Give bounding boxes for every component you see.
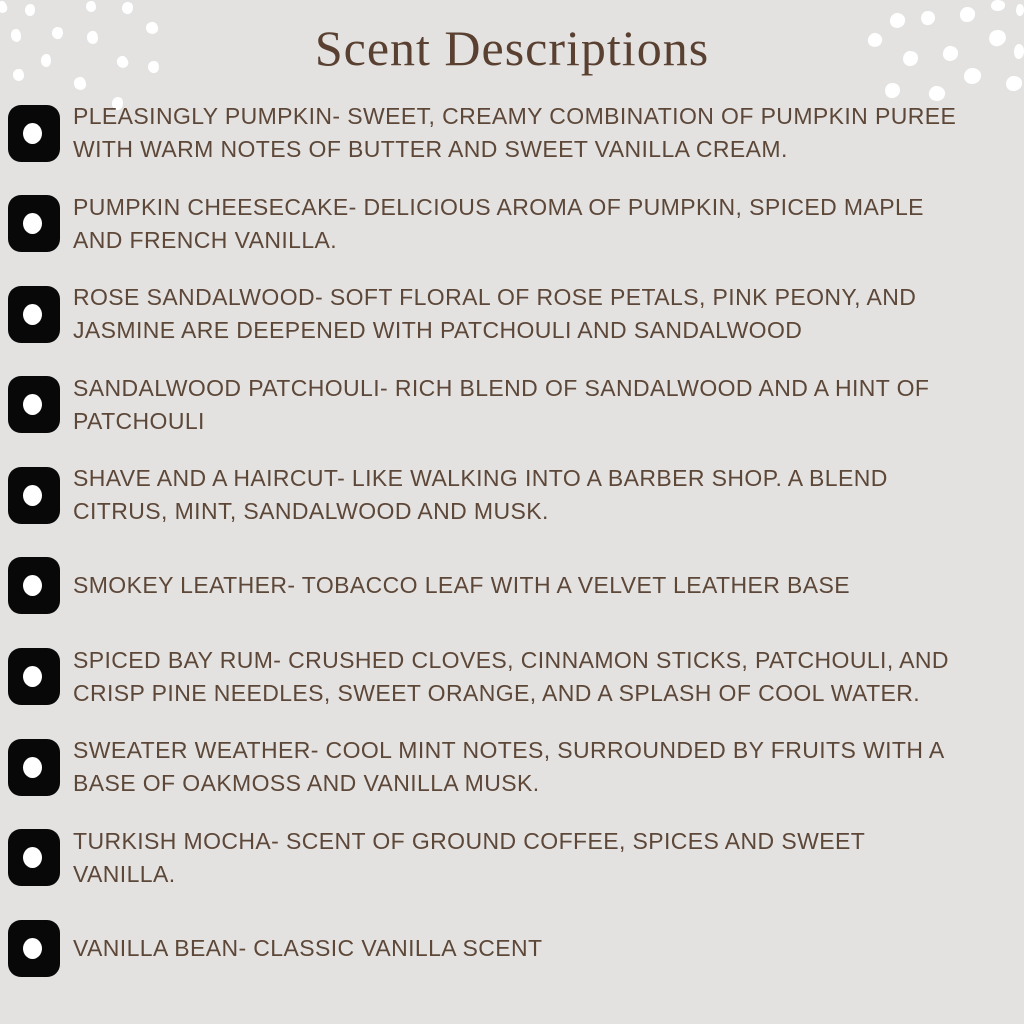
scent-description [73,462,888,528]
scent-item [0,100,1024,166]
scent-item [0,281,1024,347]
paint-dot-decoration [991,0,1005,11]
scent-line: VANILLA BEAN- CLASSIC VANILLA SCENT [73,934,543,961]
square-dot-bullet-icon [8,557,60,614]
paint-dot-decoration [1016,4,1024,16]
scent-line: SANDALWOOD PATCHOULI- RICH BLEND OF SANDALWOOD AND A HINT OF [73,374,930,401]
bullet-dot [23,485,42,506]
scent-line: CRISP PINE NEEDLES, SWEET ORANGE, AND A SPLASH OF COOL WATER. [73,679,921,706]
square-dot-bullet-icon [8,829,60,886]
scent-line: AND FRENCH VANILLA. [73,226,338,253]
scent-description [73,372,929,438]
paint-dot-decoration [1006,76,1022,91]
scent-description [73,281,916,347]
scent-item [0,553,1024,619]
scent-line: TURKISH MOCHA- SCENT OF GROUND COFFEE, SPICES AND SWEET [73,827,866,854]
bullet-dot [23,938,42,959]
square-dot-bullet-icon [8,739,60,796]
scent-line: CITRUS, MINT, SANDALWOOD AND MUSK. [73,498,549,525]
scent-line: PATCHOULI [73,407,205,434]
square-dot-bullet-icon [8,648,60,705]
square-dot-bullet-icon [8,286,60,343]
scent-description [73,825,865,891]
paint-dot-decoration [24,3,36,17]
scent-description [73,191,924,257]
scent-item [0,734,1024,800]
scent-line: SMOKEY LEATHER- TOBACCO LEAF WITH A VELVET LEATHER BASE [73,572,850,599]
paint-dot-decoration [884,82,901,99]
scent-item [0,191,1024,257]
bullet-dot [23,394,42,415]
bullet-dot [23,847,42,868]
scent-description [73,100,956,166]
square-dot-bullet-icon [8,467,60,524]
scent-description [73,932,543,965]
scent-description [73,734,945,800]
scent-line: WITH WARM NOTES OF BUTTER AND SWEET VANILLA CREAM. [73,136,788,162]
square-dot-bullet-icon [8,105,60,162]
scent-item [0,644,1024,710]
scent-item [0,462,1024,528]
scent-list [0,100,1024,1006]
scent-line: JASMINE ARE DEEPENED WITH PATCHOULI AND SANDALWOOD [73,317,803,344]
square-dot-bullet-icon [8,920,60,977]
scent-item [0,372,1024,438]
bullet-dot [23,575,42,596]
paint-dot-decoration [0,0,8,14]
scent-description [73,644,949,710]
scent-line: SWEATER WEATHER- COOL MINT NOTES, SURROUNDED BY FRUITS WITH A [73,737,945,764]
scent-description [73,569,850,602]
scent-line: SHAVE AND A HAIRCUT- LIKE WALKING INTO A BARBER SHOP. A BLEND [73,465,888,492]
bullet-dot [23,666,42,687]
page-title: Scent Descriptions [314,20,710,76]
paint-dot-decoration [120,0,134,15]
scent-line: PLEASINGLY PUMPKIN- SWEET, CREAMY COMBINATION OF PUMPKIN PUREE [73,103,957,129]
paint-dot-decoration [86,1,96,12]
scent-line: SPICED BAY RUM- CRUSHED CLOVES, CINNAMON STICKS, PATCHOULI, AND [73,646,949,673]
scent-item [0,915,1024,981]
scent-line: PUMPKIN CHEESECAKE- DELICIOUS AROMA OF PUMPKIN, SPICED MAPLE [73,193,924,220]
paint-dot-decoration [73,76,87,91]
square-dot-bullet-icon [8,195,60,252]
bullet-dot [23,757,42,778]
scent-item [0,825,1024,891]
bullet-dot [23,123,42,144]
scent-line: VANILLA. [73,860,176,887]
square-dot-bullet-icon [8,376,60,433]
bullet-dot [23,304,42,325]
scent-line: BASE OF OAKMOSS AND VANILLA MUSK. [73,770,540,797]
bullet-dot [23,213,42,234]
scent-line: ROSE SANDALWOOD- SOFT FLORAL OF ROSE PETALS, PINK PEONY, AND [73,284,917,311]
